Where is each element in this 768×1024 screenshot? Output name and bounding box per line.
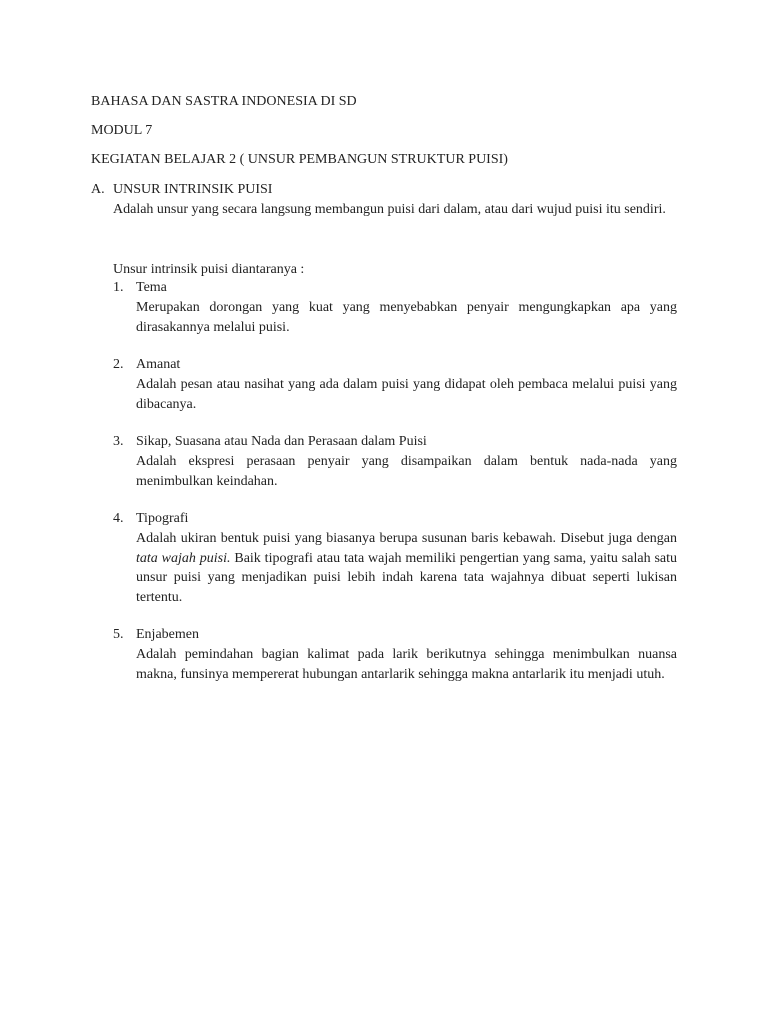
item-body-enjabemen: Adalah pemindahan bagian kalimat pada larik berikutnya sehingga menimbulkan nuansa makna, funsinya mempererat hubungan antarlarik sehingga makna antarlarik itu menjadi utuh. — [136, 647, 677, 682]
item-title-tema: Tema — [136, 280, 167, 295]
item-body-tipografi-part2: Baik tipografi atau tata wajah memiliki pengertian yang sama, yaitu salah satu unsur puisi yang menjadikan puisi lebih indah karena tata wajahnya dibuat seperti lukisan tertentu. — [136, 550, 677, 605]
item-title-sikap: Sikap, Suasana atau Nada dan Perasaan dalam Puisi — [136, 434, 427, 449]
section-a-marker: A. — [91, 182, 105, 197]
item-title-tipografi: Tipografi — [136, 511, 189, 526]
item-number: 2. — [113, 357, 124, 372]
activity-title: KEGIATAN BELAJAR 2 ( UNSUR PEMBANGUN STRUKTUR PUISI) — [91, 152, 508, 167]
item-title-amanat: Amanat — [136, 357, 181, 372]
section-a-paragraph: Adalah unsur yang secara langsung membangun puisi dari dalam, atau dari wujud puisi itu sendiri. — [113, 202, 666, 217]
item-number: 1. — [113, 280, 124, 295]
item-number: 5. — [113, 627, 124, 642]
item-title-enjabemen: Enjabemen — [136, 627, 199, 642]
item-body-tipografi-italic: tata wajah puisi. — [136, 550, 231, 566]
item-body-tipografi — [136, 529, 677, 607]
course-title: BAHASA DAN SASTRA INDONESIA DI SD — [91, 94, 357, 109]
item-number: 3. — [113, 434, 124, 449]
item-body-sikap: Adalah ekspresi perasaan penyair yang disampaikan dalam bentuk nada-nada yang menimbulkan keindahan. — [136, 454, 677, 489]
section-a-title: UNSUR INTRINSIK PUISI — [113, 182, 273, 197]
module-title: MODUL 7 — [91, 123, 153, 138]
item-body-tipografi-part1: Adalah ukiran bentuk puisi yang biasanya berupa susunan baris kebawah. Disebut juga dengan — [136, 531, 677, 546]
item-body-amanat: Adalah pesan atau nasihat yang ada dalam puisi yang didapat oleh pembaca melalui puisi yang dibacanya. — [136, 377, 677, 412]
item-number: 4. — [113, 511, 124, 526]
item-body-tema: Merupakan dorongan yang kuat yang menyebabkan penyair mengungkapkan apa yang dirasakannya melalui puisi. — [136, 300, 677, 335]
section-a-intro: Unsur intrinsik puisi diantaranya : — [113, 262, 305, 277]
